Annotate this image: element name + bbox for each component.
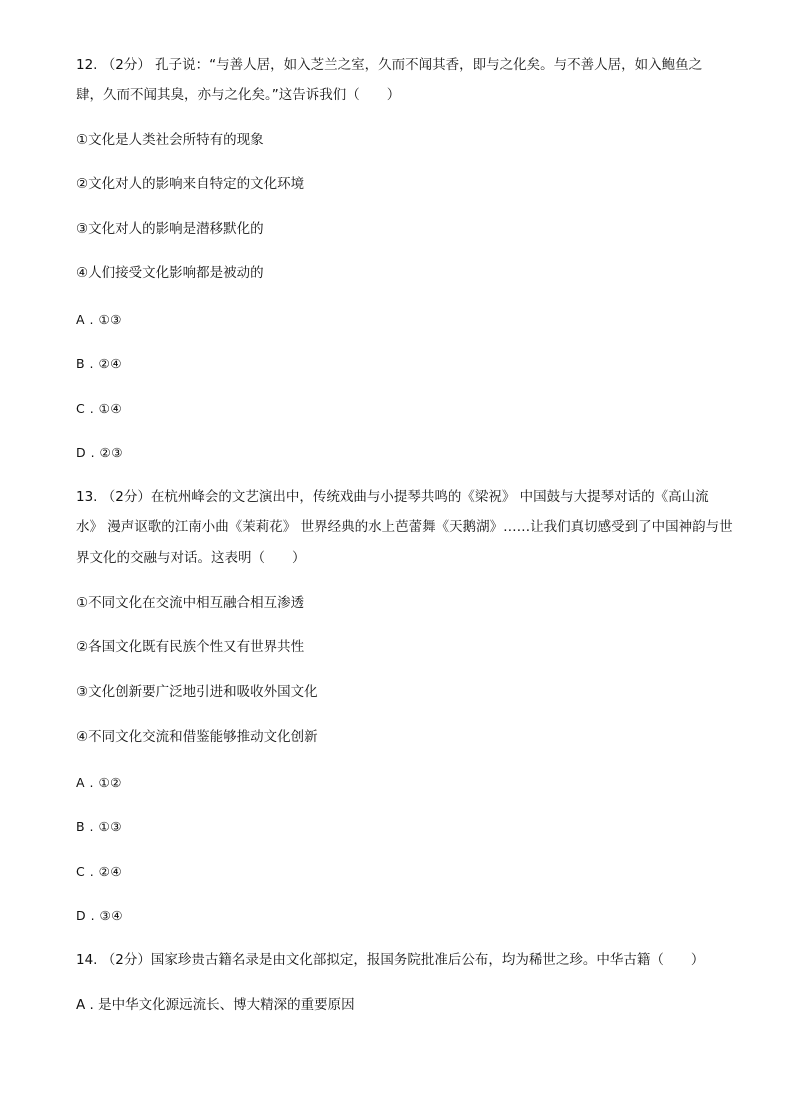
question-13-statement-3: ③文化创新要广泛地引进和吸收外国文化 [76, 684, 318, 700]
question-14-option-a[interactable]: A . 是中华文化源远流长、博大精深的重要原因 [76, 997, 355, 1013]
question-12-stem-line-1: 12. （2分） 孔子说：“与善人居，如入芝兰之室，久而不闻其香，即与之化矣。与不善人居，如入鲍鱼之 [76, 57, 703, 73]
question-12-option-d[interactable]: D . ②③ [76, 445, 123, 460]
question-13-stem-line-1: 13. （2分）在杭州峰会的文艺演出中，传统戏曲与小提琴共鸣的《梁祝》 中国鼓与大提琴对话的《高山流 [76, 489, 709, 505]
question-13-option-b[interactable]: B . ①③ [76, 819, 122, 834]
question-12-option-b[interactable]: B . ②④ [76, 356, 122, 371]
question-12-statement-2: ②文化对人的影响来自特定的文化环境 [76, 176, 305, 192]
question-12-statement-3: ③文化对人的影响是潜移默化的 [76, 221, 264, 237]
question-12-stem-line-2: 肆，久而不闻其臭，亦与之化矣。”这告诉我们（ ） [76, 87, 401, 103]
question-13-statement-2: ②各国文化既有民族个性又有世界共性 [76, 639, 305, 655]
question-12-statement-4: ④人们接受文化影响都是被动的 [76, 265, 264, 281]
question-13-option-d[interactable]: D . ③④ [76, 908, 123, 923]
question-13-stem-line-2: 水》 漫声讴歌的江南小曲《茉莉花》 世界经典的水上芭蕾舞《天鹅湖》……让我们真切感受到了中国神韵与世 [76, 519, 733, 535]
question-13-option-c[interactable]: C . ②④ [76, 864, 123, 879]
question-12-option-c[interactable]: C . ①④ [76, 401, 123, 416]
question-12-option-a[interactable]: A . ①③ [76, 312, 122, 327]
question-13-statement-4: ④不同文化交流和借鉴能够推动文化创新 [76, 729, 318, 745]
question-13-option-a[interactable]: A . ①② [76, 775, 122, 790]
question-14-stem-line-1: 14. （2分）国家珍贵古籍名录是由文化部拟定，报国务院批准后公布，均为稀世之珍。中华古籍（ ） [76, 952, 705, 968]
question-13-statement-1: ①不同文化在交流中相互融合相互渗透 [76, 595, 305, 611]
question-12-statement-1: ①文化是人类社会所特有的现象 [76, 132, 264, 148]
question-13-stem-line-3: 界文化的交融与对话。这表明（ ） [76, 550, 306, 566]
